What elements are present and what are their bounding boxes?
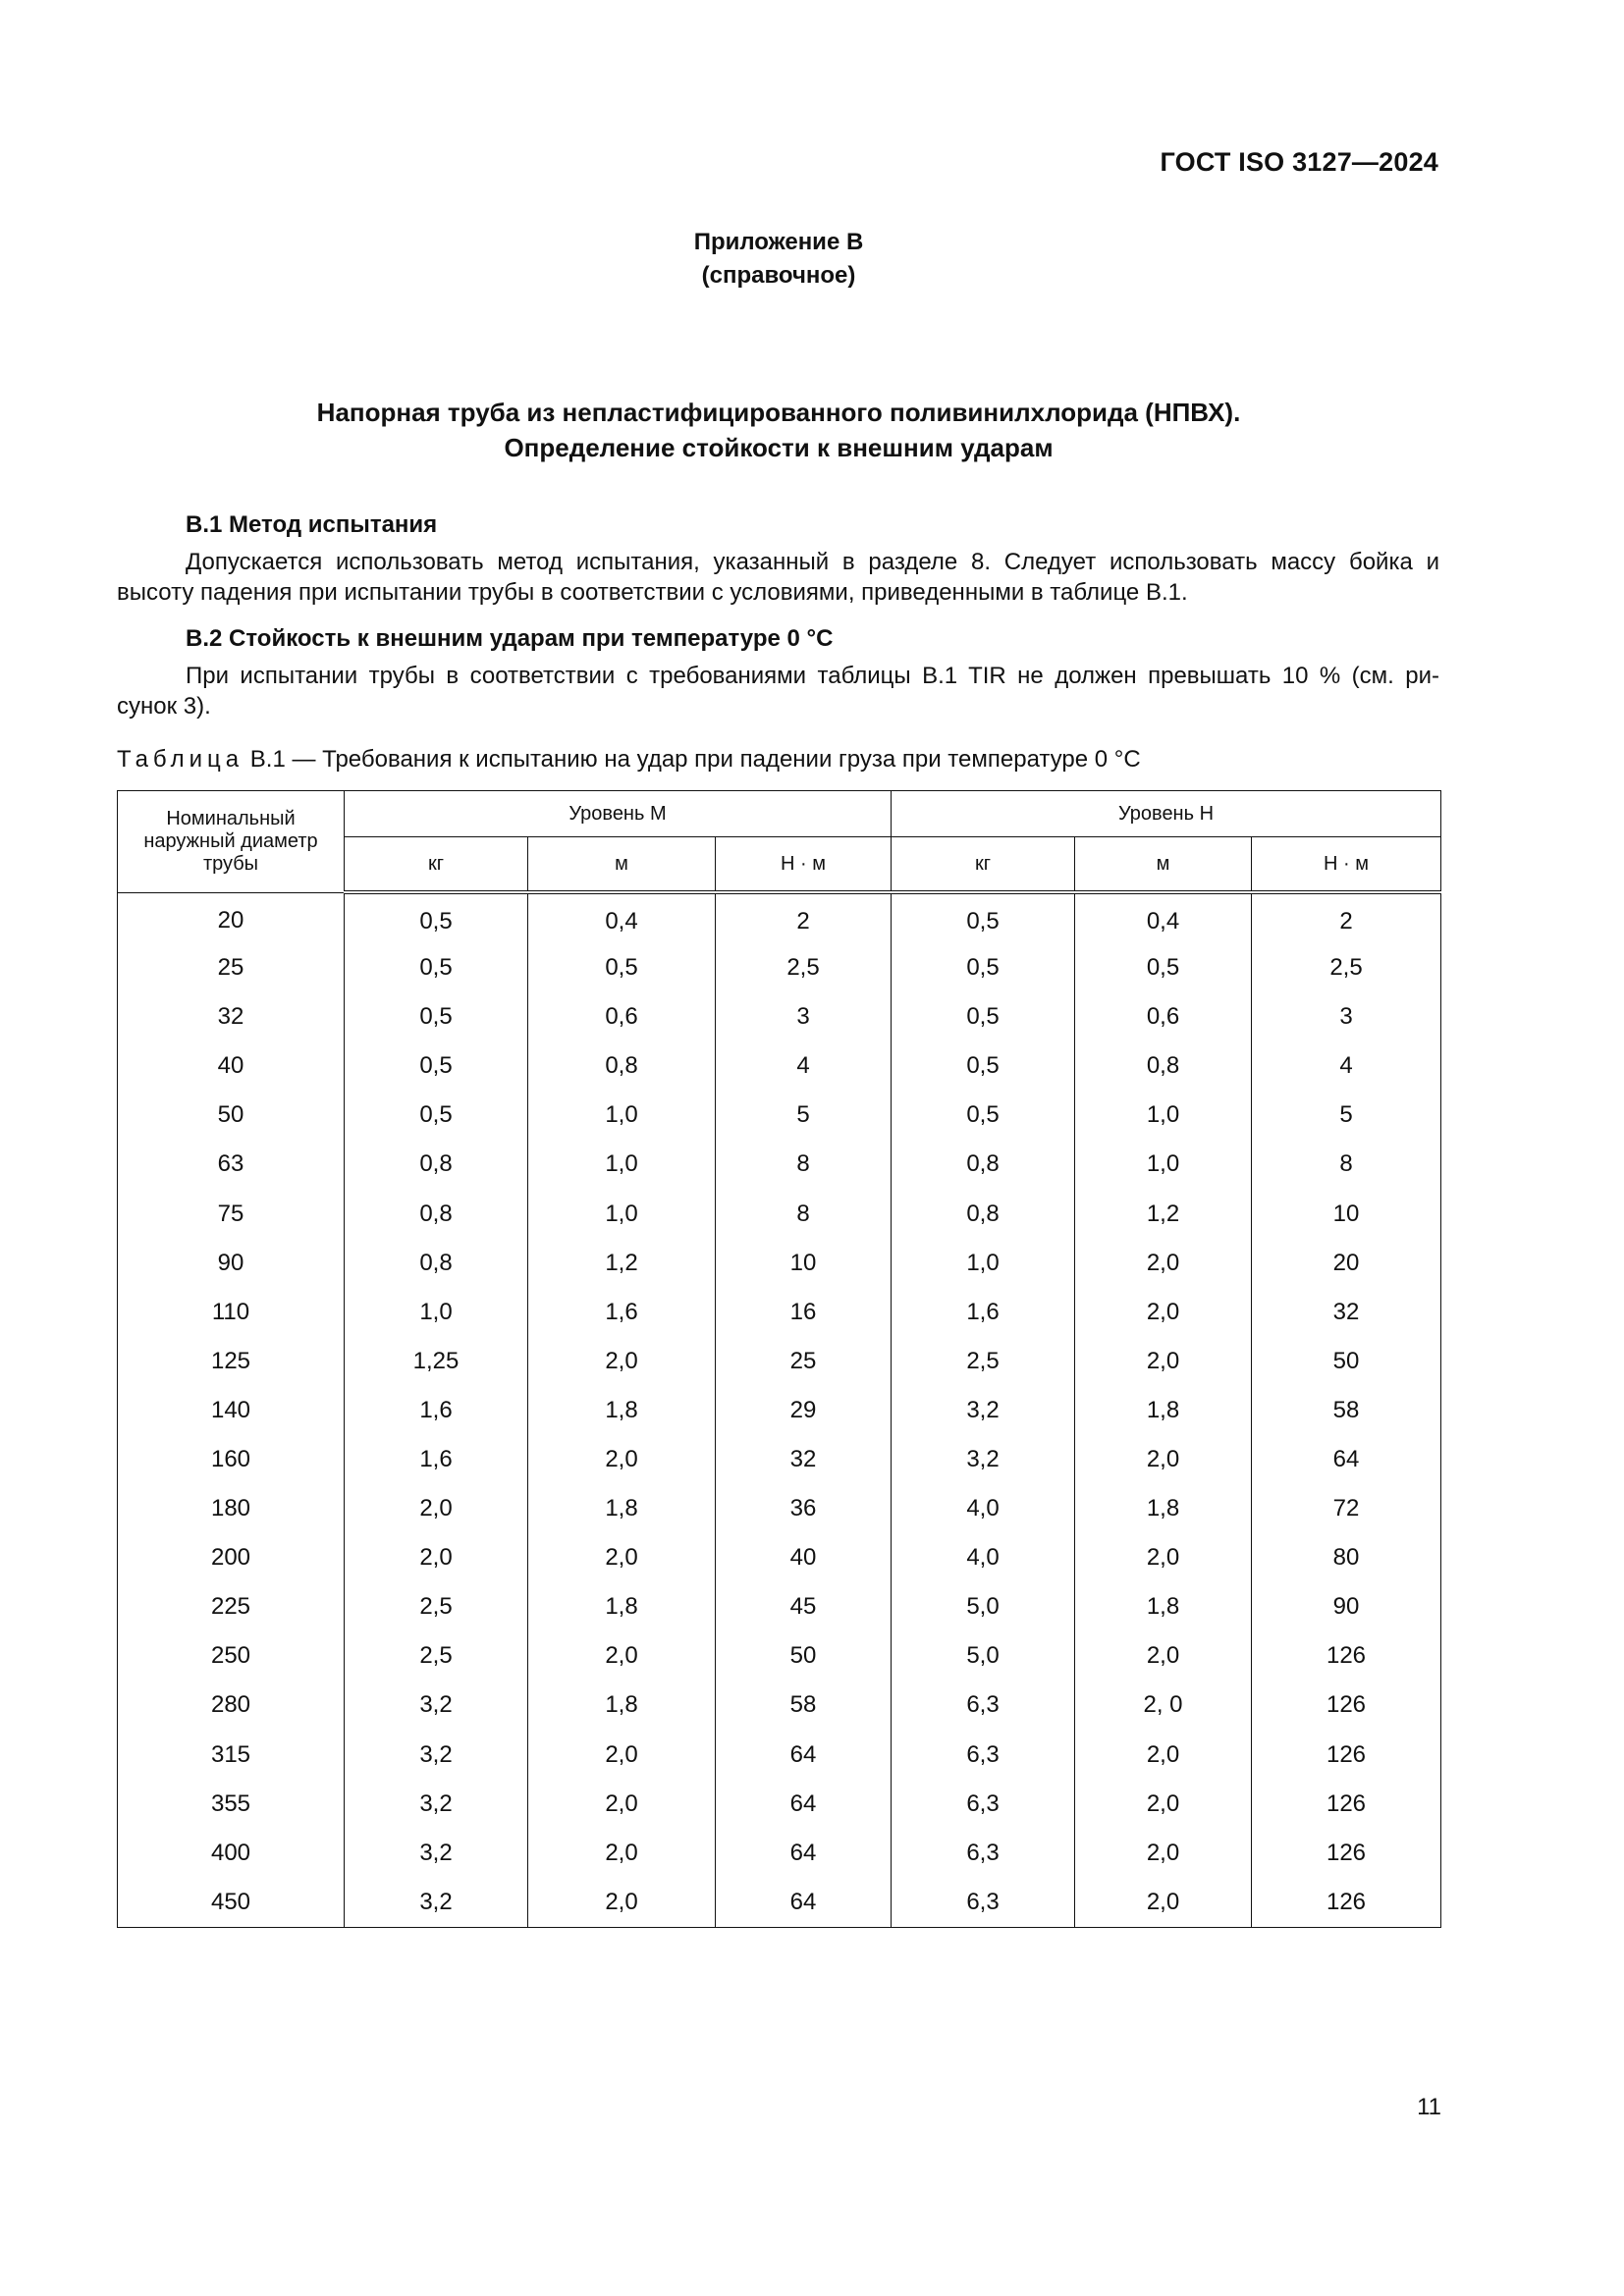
cell-h-meters: 2,0 — [1075, 1337, 1252, 1386]
cell-h-meters: 0,5 — [1075, 943, 1252, 992]
cell-h-meters: 1,0 — [1075, 1091, 1252, 1140]
cell-h-newton-meters: 2,5 — [1252, 943, 1441, 992]
cell-m-meters: 2,0 — [528, 1337, 716, 1386]
section-b1-paragraph — [117, 547, 1439, 608]
cell-m-kg: 1,25 — [345, 1337, 528, 1386]
cell-m-newton-meters: 64 — [716, 1731, 892, 1780]
cell-diameter: 63 — [118, 1140, 345, 1189]
cell-h-newton-meters: 3 — [1252, 992, 1441, 1041]
cell-diameter: 400 — [118, 1829, 345, 1878]
cell-m-meters: 0,8 — [528, 1041, 716, 1091]
table-row — [118, 1878, 1441, 1928]
document-code: ГОСТ ISO 3127—2024 — [1160, 147, 1438, 177]
cell-m-meters: 1,0 — [528, 1091, 716, 1140]
cell-h-kg: 1,6 — [892, 1288, 1075, 1337]
cell-m-kg: 2,5 — [345, 1631, 528, 1681]
cell-diameter: 450 — [118, 1878, 345, 1928]
cell-h-meters: 2,0 — [1075, 1239, 1252, 1288]
cell-h-kg: 6,3 — [892, 1681, 1075, 1730]
section-b2-line-2: сунок 3). — [117, 693, 211, 720]
cell-m-newton-meters: 10 — [716, 1239, 892, 1288]
cell-m-newton-meters: 2,5 — [716, 943, 892, 992]
cell-m-newton-meters: 64 — [716, 1780, 892, 1829]
cell-h-meters: 2,0 — [1075, 1631, 1252, 1681]
cell-h-newton-meters: 126 — [1252, 1780, 1441, 1829]
table-row — [118, 1189, 1441, 1238]
table-row — [118, 1731, 1441, 1780]
cell-m-kg: 0,8 — [345, 1189, 528, 1238]
cell-h-kg: 6,3 — [892, 1878, 1075, 1928]
cell-h-newton-meters: 32 — [1252, 1288, 1441, 1337]
table-caption — [117, 746, 1141, 774]
cell-h-newton-meters: 126 — [1252, 1878, 1441, 1928]
cell-diameter: 110 — [118, 1288, 345, 1337]
cell-m-meters: 2,0 — [528, 1780, 716, 1829]
cell-diameter: 160 — [118, 1435, 345, 1484]
section-b2-heading: B.2 Стойкость к внешним ударам при температуре 0 °С — [186, 625, 834, 652]
cell-h-meters: 1,0 — [1075, 1140, 1252, 1189]
cell-h-kg: 0,8 — [892, 1140, 1075, 1189]
cell-m-newton-meters: 3 — [716, 992, 892, 1041]
cell-h-kg: 0,5 — [892, 1041, 1075, 1091]
table-row — [118, 892, 1441, 943]
table-row — [118, 1140, 1441, 1189]
cell-diameter: 200 — [118, 1533, 345, 1582]
table-row — [118, 1091, 1441, 1140]
cell-h-kg: 6,3 — [892, 1829, 1075, 1878]
cell-m-newton-meters: 40 — [716, 1533, 892, 1582]
cell-h-kg: 1,0 — [892, 1239, 1075, 1288]
cell-h-kg: 4,0 — [892, 1533, 1075, 1582]
cell-m-newton-meters: 58 — [716, 1681, 892, 1730]
cell-m-meters: 2,0 — [528, 1631, 716, 1681]
cell-h-meters: 2,0 — [1075, 1533, 1252, 1582]
cell-h-newton-meters: 50 — [1252, 1337, 1441, 1386]
table-row — [118, 1288, 1441, 1337]
cell-h-meters: 2,0 — [1075, 1878, 1252, 1928]
cell-diameter: 140 — [118, 1386, 345, 1435]
table-row — [118, 1386, 1441, 1435]
cell-m-meters: 2,0 — [528, 1829, 716, 1878]
section-b2-line-1: При испытании трубы в соответствии с требованиями таблицы B.1 TIR не должен превышать 10 % (см. ри- — [186, 663, 1439, 689]
cell-diameter: 225 — [118, 1582, 345, 1631]
cell-diameter: 20 — [118, 892, 345, 943]
cell-h-meters: 0,6 — [1075, 992, 1252, 1041]
table-row — [118, 1631, 1441, 1681]
cell-h-newton-meters: 90 — [1252, 1582, 1441, 1631]
cell-diameter: 125 — [118, 1337, 345, 1386]
cell-h-meters: 2,0 — [1075, 1829, 1252, 1878]
cell-m-kg: 1,6 — [345, 1386, 528, 1435]
cell-h-meters: 1,8 — [1075, 1582, 1252, 1631]
cell-m-kg: 0,8 — [345, 1239, 528, 1288]
header-h-newton-meters: Н · м — [1252, 837, 1441, 893]
table-row — [118, 1681, 1441, 1730]
cell-h-kg: 0,8 — [892, 1189, 1075, 1238]
cell-m-newton-meters: 2 — [716, 892, 892, 943]
cell-m-newton-meters: 29 — [716, 1386, 892, 1435]
header-m-newton-meters: Н · м — [716, 837, 892, 893]
cell-m-newton-meters: 25 — [716, 1337, 892, 1386]
table-row — [118, 943, 1441, 992]
cell-m-kg: 0,8 — [345, 1140, 528, 1189]
annex-title: Приложение B — [693, 229, 864, 255]
table-body — [118, 892, 1441, 1927]
cell-h-newton-meters: 8 — [1252, 1140, 1441, 1189]
cell-h-meters: 2, 0 — [1075, 1681, 1252, 1730]
cell-h-meters: 0,8 — [1075, 1041, 1252, 1091]
cell-m-kg: 3,2 — [345, 1780, 528, 1829]
cell-h-kg: 5,0 — [892, 1582, 1075, 1631]
cell-h-meters: 2,0 — [1075, 1435, 1252, 1484]
cell-m-meters: 2,0 — [528, 1878, 716, 1928]
cell-m-kg: 2,0 — [345, 1484, 528, 1533]
table-row — [118, 1041, 1441, 1091]
cell-m-meters: 1,8 — [528, 1582, 716, 1631]
cell-diameter: 32 — [118, 992, 345, 1041]
annex-main-title — [0, 395, 1557, 465]
title-line-2: Определение стойкости к внешним ударам — [504, 433, 1054, 462]
cell-h-newton-meters: 4 — [1252, 1041, 1441, 1091]
annex-subtitle: (справочное) — [701, 262, 856, 289]
section-b2-paragraph — [117, 661, 1439, 721]
cell-h-meters: 0,4 — [1075, 892, 1252, 943]
table-row — [118, 1780, 1441, 1829]
cell-m-kg: 0,5 — [345, 892, 528, 943]
table-row — [118, 1582, 1441, 1631]
cell-h-kg: 0,5 — [892, 892, 1075, 943]
annex-heading — [0, 226, 1557, 293]
cell-m-kg: 0,5 — [345, 1091, 528, 1140]
cell-diameter: 25 — [118, 943, 345, 992]
cell-m-newton-meters: 50 — [716, 1631, 892, 1681]
table-row — [118, 992, 1441, 1041]
cell-h-kg: 3,2 — [892, 1386, 1075, 1435]
cell-m-meters: 1,0 — [528, 1189, 716, 1238]
cell-m-newton-meters: 8 — [716, 1189, 892, 1238]
cell-h-newton-meters: 126 — [1252, 1631, 1441, 1681]
cell-m-newton-meters: 64 — [716, 1878, 892, 1928]
impact-test-table — [117, 790, 1441, 1928]
cell-h-meters: 1,2 — [1075, 1189, 1252, 1238]
cell-h-newton-meters: 20 — [1252, 1239, 1441, 1288]
cell-diameter: 75 — [118, 1189, 345, 1238]
table-row — [118, 1829, 1441, 1878]
cell-m-meters: 0,4 — [528, 892, 716, 943]
cell-m-kg: 3,2 — [345, 1878, 528, 1928]
cell-h-newton-meters: 72 — [1252, 1484, 1441, 1533]
cell-m-kg: 0,5 — [345, 943, 528, 992]
cell-diameter: 250 — [118, 1631, 345, 1681]
cell-h-newton-meters: 10 — [1252, 1189, 1441, 1238]
cell-h-newton-meters: 2 — [1252, 892, 1441, 943]
cell-diameter: 40 — [118, 1041, 345, 1091]
section-b1-line-1: Допускается использовать метод испытания, указанный в разделе 8. Следует использовать массу бойка и — [186, 549, 1439, 575]
cell-m-meters: 1,0 — [528, 1140, 716, 1189]
cell-h-kg: 0,5 — [892, 1091, 1075, 1140]
header-m-meters: м — [528, 837, 716, 893]
cell-m-newton-meters: 5 — [716, 1091, 892, 1140]
cell-m-meters: 2,0 — [528, 1731, 716, 1780]
header-nominal-diameter: Номинальный наружный диаметр трубы — [118, 791, 345, 893]
cell-h-meters: 2,0 — [1075, 1288, 1252, 1337]
cell-m-kg: 0,5 — [345, 992, 528, 1041]
cell-m-meters: 2,0 — [528, 1533, 716, 1582]
cell-h-newton-meters: 5 — [1252, 1091, 1441, 1140]
cell-m-newton-meters: 45 — [716, 1582, 892, 1631]
cell-h-newton-meters: 64 — [1252, 1435, 1441, 1484]
section-b1-line-2: высоту падения при испытании трубы в соответствии с условиями, приведенными в таблице B.1. — [117, 579, 1188, 606]
cell-m-meters: 0,6 — [528, 992, 716, 1041]
cell-h-newton-meters: 80 — [1252, 1533, 1441, 1582]
cell-h-meters: 1,8 — [1075, 1386, 1252, 1435]
table-row — [118, 1337, 1441, 1386]
cell-h-kg: 6,3 — [892, 1780, 1075, 1829]
cell-m-kg: 0,5 — [345, 1041, 528, 1091]
cell-h-meters: 2,0 — [1075, 1731, 1252, 1780]
cell-h-newton-meters: 58 — [1252, 1386, 1441, 1435]
cell-h-kg: 6,3 — [892, 1731, 1075, 1780]
cell-h-meters: 1,8 — [1075, 1484, 1252, 1533]
cell-m-newton-meters: 16 — [716, 1288, 892, 1337]
cell-h-meters: 2,0 — [1075, 1780, 1252, 1829]
cell-m-meters: 1,8 — [528, 1386, 716, 1435]
cell-h-kg: 3,2 — [892, 1435, 1075, 1484]
cell-h-kg: 0,5 — [892, 943, 1075, 992]
cell-m-meters: 1,6 — [528, 1288, 716, 1337]
cell-m-kg: 3,2 — [345, 1681, 528, 1730]
cell-h-newton-meters: 126 — [1252, 1681, 1441, 1730]
cell-m-kg: 2,0 — [345, 1533, 528, 1582]
cell-diameter: 50 — [118, 1091, 345, 1140]
cell-diameter: 355 — [118, 1780, 345, 1829]
table-row — [118, 1484, 1441, 1533]
page-number: 11 — [1417, 2094, 1441, 2120]
header-level-m: Уровень M — [345, 791, 892, 837]
cell-diameter: 90 — [118, 1239, 345, 1288]
header-m-kg: кг — [345, 837, 528, 893]
cell-diameter: 280 — [118, 1681, 345, 1730]
cell-m-meters: 1,8 — [528, 1681, 716, 1730]
table-row — [118, 1435, 1441, 1484]
header-level-h: Уровень H — [892, 791, 1441, 837]
cell-diameter: 315 — [118, 1731, 345, 1780]
cell-h-newton-meters: 126 — [1252, 1829, 1441, 1878]
section-b1-heading: B.1 Метод испытания — [186, 511, 438, 538]
cell-m-meters: 2,0 — [528, 1435, 716, 1484]
cell-m-kg: 1,0 — [345, 1288, 528, 1337]
cell-m-kg: 2,5 — [345, 1582, 528, 1631]
title-line-1: Напорная труба из непластифицированного поливинилхлорида (НПВХ). — [316, 398, 1241, 427]
cell-h-kg: 4,0 — [892, 1484, 1075, 1533]
table-caption-label: Таблица — [117, 746, 244, 773]
cell-h-kg: 5,0 — [892, 1631, 1075, 1681]
cell-m-kg: 1,6 — [345, 1435, 528, 1484]
cell-h-kg: 0,5 — [892, 992, 1075, 1041]
cell-m-newton-meters: 32 — [716, 1435, 892, 1484]
cell-m-newton-meters: 36 — [716, 1484, 892, 1533]
cell-diameter: 180 — [118, 1484, 345, 1533]
table-row — [118, 1239, 1441, 1288]
cell-m-meters: 1,2 — [528, 1239, 716, 1288]
cell-m-meters: 1,8 — [528, 1484, 716, 1533]
cell-h-kg: 2,5 — [892, 1337, 1075, 1386]
cell-m-newton-meters: 8 — [716, 1140, 892, 1189]
cell-m-newton-meters: 64 — [716, 1829, 892, 1878]
table-caption-text: B.1 — Требования к испытанию на удар при падении груза при температуре 0 °С — [249, 746, 1141, 773]
cell-h-newton-meters: 126 — [1252, 1731, 1441, 1780]
header-h-meters: м — [1075, 837, 1252, 893]
cell-m-newton-meters: 4 — [716, 1041, 892, 1091]
cell-m-kg: 3,2 — [345, 1829, 528, 1878]
table-row — [118, 1533, 1441, 1582]
header-h-kg: кг — [892, 837, 1075, 893]
cell-m-meters: 0,5 — [528, 943, 716, 992]
cell-m-kg: 3,2 — [345, 1731, 528, 1780]
